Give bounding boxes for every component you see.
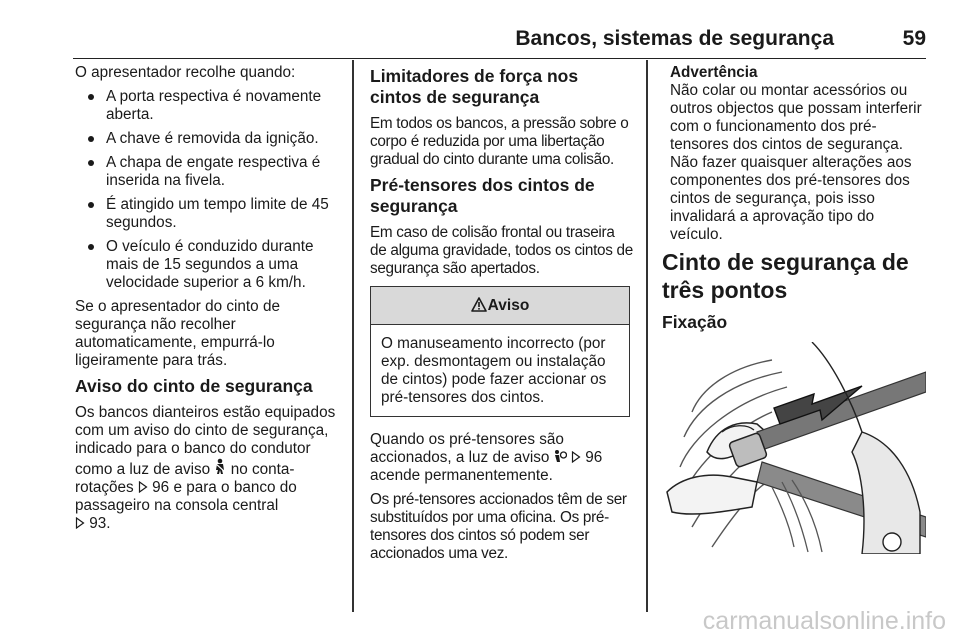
section-heading: Aviso do cinto de segurança — [75, 376, 313, 396]
advisory-body: Não colar ou montar acessórios ou outros objectos que possam interferir com o funcionamento dos pré-tensores dos cintos de segurança. Não fazer quaisquer alterações aos componentes dos pré-tensores dos cintos de segurança, pois isso invalidará a aprovação tipo do veículo. — [670, 82, 922, 243]
force-limiter-paragraph: Em todos os bancos, a pressão sobre o corpo é reduzida por uma libertação gradual do cinto durante uma colisão. — [370, 115, 629, 168]
belt-reminder-paragraph — [75, 404, 340, 533]
page-number: 59 — [902, 27, 926, 50]
column-2 — [370, 64, 634, 569]
column-3 — [662, 64, 930, 341]
activation-paragraph — [370, 431, 634, 485]
warning-box-header — [371, 287, 629, 325]
airbag-icon — [554, 449, 567, 463]
warning-title: Aviso — [487, 297, 530, 314]
paragraph-text: Os bancos dianteiros estão equipados com um aviso do cinto de segurança, indicado para o banco do condutor como a luz de aviso — [75, 404, 336, 478]
reference-arrow-icon[interactable] — [571, 451, 581, 463]
list-item: É atingido um tempo limite de 45 segundos. — [75, 196, 340, 232]
seatbelt-fastening-illustration — [662, 342, 926, 554]
section-title: Bancos, sistemas de segurança — [515, 27, 834, 50]
page-reference[interactable]: 93. — [89, 515, 111, 532]
warning-triangle-icon — [471, 297, 487, 312]
column-divider — [646, 60, 648, 612]
section-heading: Limitadores de força nos cintos de segurança — [370, 66, 579, 107]
column-1 — [75, 64, 340, 539]
paragraph-text: no conta-rotações — [75, 461, 295, 496]
list-item: O veículo é conduzido durante mais de 15 segundos a uma velocidade superior a 6 km/h. — [75, 238, 340, 292]
list-item: A porta respectiva é novamente aberta. — [75, 88, 340, 124]
list-item: A chave é removida da ignição. — [75, 130, 340, 148]
column-divider — [352, 60, 354, 612]
section-heading: Cinto de segurança de três pontos — [662, 249, 909, 303]
page-header — [73, 22, 926, 59]
retract-paragraph: Se o apresentador do cinto de segurança não recolher automaticamente, empurrá-lo ligeiramente para trás. — [75, 298, 280, 369]
replacement-paragraph: Os pré-tensores accionados têm de ser substituídos por uma oficina. Os pré-tensores dos cintos só podem ser accionados uma vez. — [370, 491, 627, 562]
warning-box — [370, 286, 630, 417]
seatbelt-icon — [214, 458, 226, 475]
page-reference[interactable]: 96 — [585, 449, 603, 466]
advisory-title: Advertência — [670, 64, 758, 81]
watermark: carmanualsonline.info — [702, 607, 946, 635]
reference-arrow-icon[interactable] — [138, 481, 148, 493]
subsection-heading: Fixação — [662, 312, 728, 332]
condition-list — [75, 88, 340, 292]
reference-arrow-icon[interactable] — [75, 517, 85, 529]
advisory-note — [662, 64, 930, 244]
section-heading: Pré-tensores dos cintos de segurança — [370, 175, 595, 216]
paragraph-text: acende permanentemente. — [370, 467, 553, 484]
page-reference[interactable]: 96 — [152, 479, 170, 496]
warning-body: O manuseamento incorrecto (por exp. desmontagem ou instalação de cintos) pode fazer accionar os pré-tensores dos cintos. — [381, 335, 607, 406]
intro-text: O apresentador recolhe quando: — [75, 64, 296, 81]
pretensioner-paragraph: Em caso de colisão frontal ou traseira de alguma gravidade, todos os cintos de segurança são apertados. — [370, 224, 633, 277]
paragraph-text: e para o banco do passageiro na consola central — [75, 479, 297, 514]
paragraph-text: Quando os pré-tensores são accionados, a luz de aviso — [370, 431, 564, 466]
list-item: A chapa de engate respectiva é inserida na fivela. — [75, 154, 340, 190]
